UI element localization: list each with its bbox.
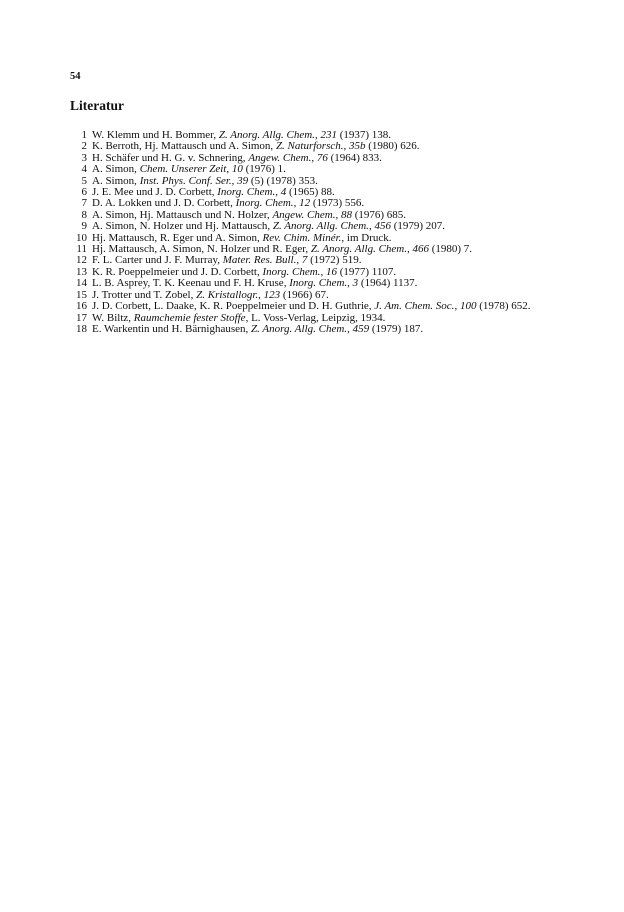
reference-authors: D. A. Lokken und J. D. Corbett, — [92, 197, 236, 210]
reference-authors: J. D. Corbett, L. Daake, K. R. Poeppelmeier und D. H. Guthrie, — [92, 300, 375, 313]
reference-number: 9 — [81, 220, 87, 233]
reference-number: 16 — [76, 300, 87, 313]
reference-number: 1 — [81, 129, 87, 141]
reference-year-pages: (1966) 67. — [280, 288, 329, 301]
reference-volume: 35b — [348, 140, 366, 153]
reference-year-pages: (1964) 1137. — [358, 277, 418, 290]
reference-separator: , — [454, 300, 460, 313]
reference-authors: W. Biltz, — [92, 311, 134, 324]
reference-year-pages: (1978) 652. — [476, 300, 531, 313]
reference-year-pages: (1972) 519. — [307, 254, 362, 267]
reference-separator: , im Druck. — [341, 231, 392, 244]
reference-volume: 88 — [340, 208, 352, 221]
reference-journal: Angew. Chem. — [272, 208, 336, 221]
reference-volume: 459 — [352, 322, 370, 335]
reference-year-pages: (1979) 207. — [390, 220, 446, 233]
reference-authors: L. B. Asprey, T. K. Keenau und F. H. Kruse, — [92, 277, 290, 290]
reference-volume: 12 — [299, 197, 311, 210]
reference-volume: 7 — [301, 254, 308, 267]
reference-journal: Mater. Res. Bull. — [222, 254, 297, 267]
reference-separator: , — [231, 174, 238, 187]
reference-separator: , L. Voss-Verlag, Leipzig, 1934. — [245, 311, 386, 324]
reference-year-pages: (1937) 138. — [336, 129, 392, 141]
reference-number: 18 — [76, 322, 87, 335]
reference-list — [70, 130, 566, 335]
reference-separator: , — [347, 277, 353, 290]
reference-separator: , — [258, 288, 264, 301]
reference-authors: A. Simon, — [92, 174, 140, 187]
reference-separator: , — [335, 208, 341, 221]
reference-volume: 39 — [237, 174, 249, 187]
reference-journal: Inorg. Chem. — [289, 277, 348, 290]
reference-separator: , — [368, 220, 375, 233]
reference-journal: Rev. Chim. Minér. — [262, 231, 342, 244]
reference-journal: Z. Anorg. Allg. Chem. — [218, 129, 315, 141]
reference-journal: Z. Anorg. Allg. Chem. — [251, 322, 348, 335]
reference-journal: Z. Anorg. Allg. Chem. — [310, 243, 407, 256]
reference-item — [70, 324, 566, 335]
reference-authors: F. L. Carter und J. F. Murray, — [92, 254, 223, 267]
reference-volume: 456 — [374, 220, 391, 233]
reference-number: 14 — [76, 277, 87, 290]
reference-year-pages: (1965) 88. — [286, 186, 335, 199]
reference-authors: Hj. Mattausch, A. Simon, N. Holzer und R. Eger, — [92, 243, 311, 256]
reference-separator: , — [314, 129, 321, 141]
reference-number: 2 — [81, 140, 87, 153]
reference-number: 11 — [76, 243, 87, 256]
reference-number: 8 — [81, 208, 87, 221]
reference-number: 5 — [81, 174, 87, 187]
reference-authors: H. Schäfer und H. G. v. Schnering, — [92, 151, 249, 164]
reference-journal: Inorg. Chem. — [262, 265, 321, 278]
reference-journal: J. Am. Chem. Soc. — [374, 300, 455, 313]
reference-authors: E. Warkentin und H. Bärnighausen, — [92, 322, 251, 335]
reference-year-pages: (1964) 833. — [327, 151, 382, 164]
reference-separator: , — [406, 243, 413, 256]
reference-year-pages: (1980) 626. — [365, 140, 420, 153]
reference-year-pages: (1980) 7. — [428, 243, 473, 256]
reference-volume: 10 — [231, 163, 243, 176]
reference-year-pages: (1977) 1107. — [336, 265, 397, 278]
reference-separator: , — [293, 197, 300, 210]
reference-separator: , — [296, 254, 302, 267]
reference-number: 6 — [81, 186, 87, 199]
reference-text — [92, 324, 566, 335]
reference-year-pages: (1973) 556. — [310, 197, 365, 210]
reference-number: 17 — [76, 311, 87, 324]
reference-journal: Z. Naturforsch. — [275, 140, 344, 153]
reference-separator: , — [226, 163, 232, 176]
reference-journal: Chem. Unserer Zeit — [139, 163, 227, 176]
reference-journal: Z. Kristallogr. — [196, 288, 259, 301]
reference-number: 3 — [81, 151, 87, 164]
reference-volume: 231 — [320, 129, 337, 141]
reference-volume: 123 — [263, 288, 281, 301]
reference-journal: Z. Anorg. Allg. Chem. — [272, 220, 369, 233]
reference-separator: , — [320, 265, 326, 278]
reference-volume: 4 — [280, 186, 287, 199]
reference-volume: 16 — [325, 265, 337, 278]
reference-number: 12 — [76, 254, 87, 267]
reference-year-pages: (1976) 1. — [242, 163, 286, 176]
reference-separator: , — [343, 140, 349, 153]
reference-journal: Inst. Phys. Conf. Ser. — [139, 174, 232, 187]
reference-authors: A. Simon, — [92, 163, 140, 176]
reference-year-pages: (1976) 685. — [351, 208, 407, 221]
reference-journal: Inorg. Chem. — [235, 197, 294, 210]
reference-volume: 466 — [412, 243, 429, 256]
reference-year-pages: (5) (1978) 353. — [248, 174, 318, 187]
reference-authors: W. Klemm und H. Bommer, — [92, 129, 219, 141]
reference-authors: K. R. Poeppelmeier und J. D. Corbett, — [92, 265, 263, 278]
reference-volume: 76 — [316, 151, 328, 164]
reference-authors: A. Simon, N. Holzer und Hj. Mattausch, — [92, 220, 273, 233]
reference-separator: , — [311, 151, 317, 164]
reference-authors: Hj. Mattausch, R. Eger und A. Simon, — [92, 231, 263, 244]
reference-separator: , — [275, 186, 281, 199]
reference-number: 7 — [81, 197, 87, 210]
reference-number: 13 — [76, 265, 87, 278]
reference-volume: 3 — [352, 277, 359, 290]
reference-number: 10 — [76, 231, 87, 244]
reference-number: 15 — [76, 288, 87, 301]
reference-journal: Inorg. Chem. — [217, 186, 276, 199]
reference-volume: 100 — [459, 300, 477, 313]
reference-year-pages: (1979) 187. — [369, 322, 424, 335]
reference-journal: Angew. Chem. — [248, 151, 312, 164]
reference-separator: , — [347, 322, 353, 335]
reference-number: 4 — [81, 163, 87, 176]
reference-authors: A. Simon, Hj. Mattausch und N. Holzer, — [92, 208, 273, 221]
section-title: Literatur — [70, 98, 124, 113]
reference-journal: Raumchemie fester Stoffe — [133, 311, 246, 324]
page-number: 54 — [70, 71, 81, 82]
reference-authors: J. Trotter und T. Zobel, — [92, 288, 197, 301]
reference-authors: J. E. Mee und J. D. Corbett, — [92, 186, 218, 199]
reference-authors: K. Berroth, Hj. Mattausch und A. Simon, — [92, 140, 276, 153]
